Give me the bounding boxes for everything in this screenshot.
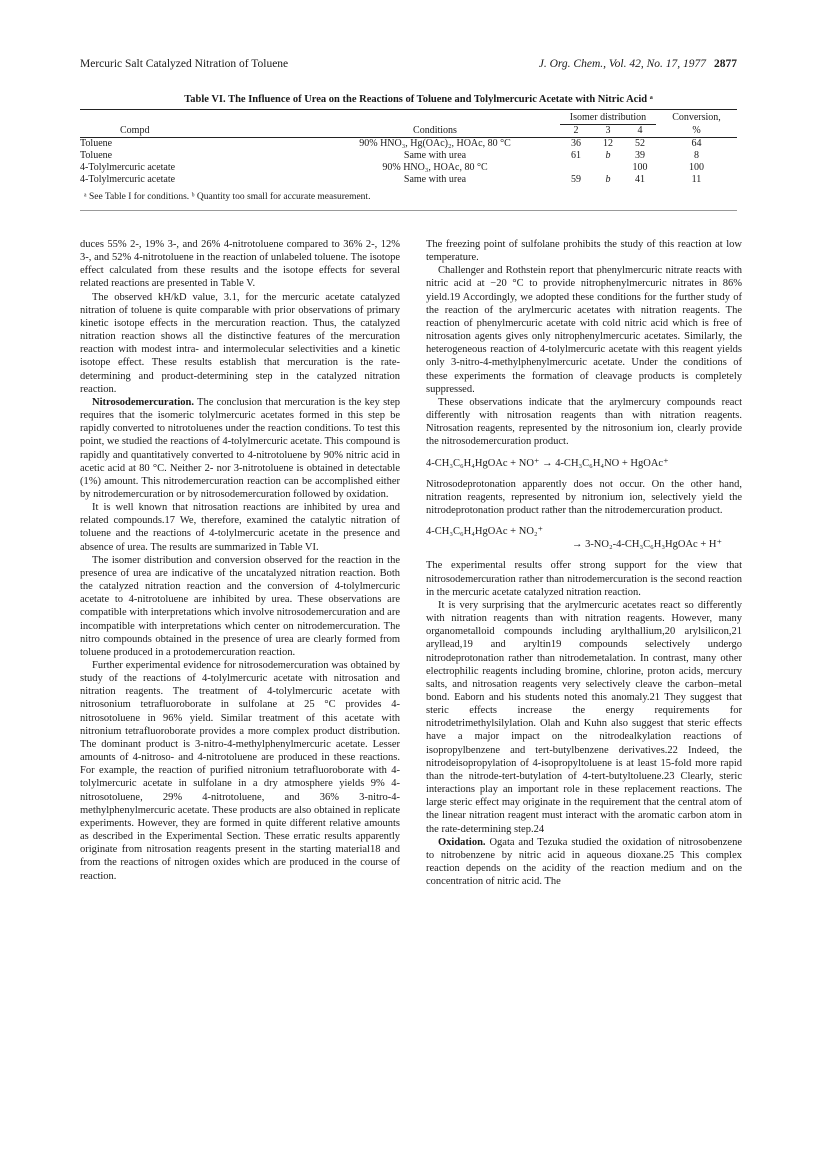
table-footnote: ᵃ See Table I for conditions. ᵇ Quantity too small for accurate measurement. xyxy=(84,192,371,202)
paragraph: Nitrosodeprotonation apparently does not occur. On the other hand, nitration reagents, represented by nitronium ion, selectively yield the nitrodeprotonation product rather than the nitrodemercuration product. xyxy=(426,478,742,516)
table-title: Table VI. The Influence of Urea on the Reactions of Toluene and Tolylmercuric Acetate with Nitric Acid ᵃ xyxy=(184,94,653,105)
cell-compd: 4-Tolylmercuric acetate xyxy=(80,174,176,185)
paragraph-text: The conclusion that mercuration is the key step requires that the isomeric tolylmercuric acetates formed in this step be rapidly converted to nitrotoluenes under the reaction conditions. To test this point, we studied the reactions of 4-tolylmercuric acetate. This compound is rapidly and quantitatively converted to 4-nitrotoluene by 90% nitric acid in acetic acid at 80 °C. Neither 2- nor 3-nitrotoluene is obtained in detectable (1%) amount. This nitrodemercuration reaction can be accomplished either by nitrodemercuration or by nitrosodemercuration followed by oxidation. xyxy=(80,396,400,500)
cell-compd: 4-Tolylmercuric acetate xyxy=(80,162,176,173)
table-top-rule xyxy=(80,109,737,110)
paragraph: The experimental results offer strong support for the view that nitrosodemercuration rather than nitrodemercuration is the second reaction in the mercuric acetate catalyzed nitration reaction. xyxy=(426,560,742,598)
table-data xyxy=(80,112,737,186)
cell-conversion: 11 xyxy=(691,174,702,185)
cell-conditions: 90% HNO₃, Hg(OAc)₂, HOAc, 80 °C xyxy=(359,138,511,149)
cell-conditions: Same with urea xyxy=(403,150,467,161)
header-isomer-3: 3 xyxy=(592,125,624,138)
header-isomer-4: 4 xyxy=(624,125,656,138)
paragraph: These observations indicate that the arylmercury compounds react differently with nitrosation reagents than with nitration reagents. Nitrosation reagents, represented by the nitrosonium ion, clearly provide the nitrosodemercuration product. xyxy=(426,396,742,448)
paragraph: Further experimental evidence for nitrosodemercuration was obtained by study of the reactions of 4-tolylmercuric acetate with nitrosation and nitration reagents. The treatment of 4-tolylmercuric acetate with nitrosonium tetrafluoroborate in sulfolane at 25 °C provides 4-nitrosotoluene in 96% yield. Similar treatment of this acetate with nitronium tetrafluoroborate provides a more complex product distribution. The dominant product is 3-nitro-4-methylphenylmercuric acetate. Lesser amounts of 4-nitroso- and 4-nitrotoluene are produced in these reactions. For example, the reaction of purified nitronium tetrafluoroborate with 4-tolylmercuric acetate in sulfolane in a dry atmosphere yields 9% 4-nitrosotoluene, 29% 4-nitrotoluene, and 36% 3-nitro-4-methylphenylmercuric acetate. These products are also obtained in replicate experiments. However, they are formed in quite different relative amounts as described in the Experimental Section. These erratic results apparently originate from nitrosation reagents present in the starting material18 and from the reactions of nitrogen oxides which are produced in the course of reaction. xyxy=(80,660,400,882)
cell-conversion: 100 xyxy=(689,162,704,173)
section-heading-oxidation: Oxidation. xyxy=(438,836,486,848)
paragraph xyxy=(426,836,742,889)
table-row xyxy=(80,150,737,162)
cell-conversion: 64 xyxy=(691,138,702,149)
cell-isomer-2: 36 xyxy=(571,138,581,149)
journal-citation: J. Org. Chem., Vol. 42, No. 17, 1977 xyxy=(538,58,706,70)
header-conversion: Conversion, xyxy=(672,112,721,124)
table-bottom-rule xyxy=(80,210,737,211)
left-text-column xyxy=(80,238,400,883)
cell-compd: Toluene xyxy=(80,138,113,149)
table-header-row-1 xyxy=(80,112,737,125)
equation-nitrosation: 4-CH₃C₆H₄HgOAc + NO⁺ → 4-CH₃C₆H₄NO + HgOAc⁺ xyxy=(426,457,669,469)
paragraph-text: Ogata and Tezuka studied the oxidation of nitrosobenzene to nitrobenzene by nitric acid in aqueous dioxane.25 This complex reaction depends on the acidity of the reaction medium and on the concentration of nitric acid. The xyxy=(426,836,742,888)
paragraph xyxy=(80,396,400,501)
cell-isomer-3: b xyxy=(605,174,611,185)
cell-conversion: 8 xyxy=(694,150,699,161)
cell-isomer-4: 39 xyxy=(635,150,645,161)
section-heading-nitrosodemercuration: Nitrosodemercuration. xyxy=(92,396,194,408)
header-conversion-unit: % xyxy=(656,125,737,138)
page-number: 2877 xyxy=(714,58,737,70)
running-head xyxy=(80,58,737,74)
header-compd: Compd xyxy=(80,125,310,138)
cell-isomer-3: 12 xyxy=(603,138,613,149)
cell-isomer-4: 52 xyxy=(635,138,645,149)
cell-isomer-4: 41 xyxy=(635,174,645,185)
table-row xyxy=(80,138,737,151)
paragraph: The freezing point of sulfolane prohibits the study of this reaction at low temperature. xyxy=(426,239,742,264)
cell-isomer-2 xyxy=(560,162,592,174)
cell-isomer-2: 61 xyxy=(571,150,581,161)
running-head-title: Mercuric Salt Catalyzed Nitration of Toluene xyxy=(80,58,289,70)
paragraph: The observed kH/kD value, 3.1, for the mercuric acetate catalyzed nitration of toluene is quite comparable with prior observations of primary kinetic isotope effects in the mercuration reaction. Thus, the catalyzed nitration reaction shows all the distinctive features of the mercuration reaction with modest intra- and intermolecular selectivities and a kinetic isotope effect. These results establish that mercuration is the rate-determining and product-determining step in the catalyzed nitration reaction. xyxy=(80,291,400,395)
paragraph: The isomer distribution and conversion observed for the reaction in the presence of urea are indicative of the uncatalyzed nitration reaction. Both the catalyzed nitration reaction and the conversion of 4-tolylmercuric acetate to 4-nitrotoluene are inhibited by urea. These observations are compatible with interpretations which involve nitrosodemercuration and are incompatible with interpretations which center on nitrodemercuration. The nitro compounds obtained in the presence of urea are clearly formed from toluene produced in a protodemercuration reaction. xyxy=(80,554,400,658)
paragraph: duces 55% 2-, 19% 3-, and 26% 4-nitrotoluene compared to 36% 2-, 12% 3-, and 52% 4-nitrotoluene in the reaction of unlabeled toluene. The isotope effect calculated from these results and the isotope effects for several related reactions are presented in Table V. xyxy=(80,239,400,290)
table-vi xyxy=(80,94,737,211)
equation-line-2: → 3-NO₂-4-CH₃C₆H₃HgOAc + H⁺ xyxy=(571,539,722,551)
paragraph: Challenger and Rothstein report that phenylmercuric nitrate reacts with nitric acid at −20 °C to provide nitrophenylmercuric nitrates in 86% yield.19 Accordingly, we adopted these conditions for the further study of the reaction of the arylmercuric acetates with nitration reagents. The reaction of phenylmercuric acetate with cold nitric acid which is free of nitrosation agents gives only nitrophenylmercuric acetates. Similarly, the heterogeneous reaction of 4-tolylmercuric acetate with this reagent yields only 3-nitro-4-methylphenylmercuric acetate. Under the conditions of these experiments the formation of cleavage products is completely suppressed. xyxy=(426,265,742,395)
header-isomer-distribution: Isomer distribution xyxy=(560,112,656,125)
cell-conditions: 90% HNO₃, HOAc, 80 °C xyxy=(382,162,488,173)
cell-isomer-3 xyxy=(592,162,624,174)
table-row xyxy=(80,162,737,174)
paragraph: It is well known that nitrosation reactions are inhibited by urea and related compounds.17 We, therefore, examined the catalytic nitration of toluene and the reactions of 4-tolylmercuric acetate in the presence and absence of urea. The results are summarized in Table VI. xyxy=(80,502,400,553)
header-isomer-2: 2 xyxy=(560,125,592,138)
table-row xyxy=(80,174,737,186)
cell-conditions: Same with urea xyxy=(403,174,467,185)
cell-isomer-4: 100 xyxy=(632,162,648,173)
equation-line-1: 4-CH₃C₆H₄HgOAc + NO₂⁺ xyxy=(426,526,544,538)
right-text-column xyxy=(426,238,742,888)
table-header-row-2 xyxy=(80,125,737,138)
equation-nitration xyxy=(426,525,742,551)
paragraph: It is very surprising that the arylmercuric acetates react so differently with nitration reagents than with nitration reagents. However, many organometalloid compounds including arylthallium,20 arylsilicon,21 aryllead,19 and aryltin19 compounds selectively undergo nitrodeprotonation rather than nitrodemetalation. In contrast, many other electrophilic reagents including bromine, chlorine, proton acids, mercury salts, and nitrosation reagents very selectively cleave the carbon–metal bond. Eaborn and his students noted this anomaly.21 They suggest that steric effects increase the energy requirements for nitrodetrimethylsilylation. Olah and Kuhn also suggest that steric effects have a major impact on the nitrodealkylation reactions of isopropylbenzene and tert-butylbenzene derivatives.22 Indeed, the nitrodeisopropylation of 4-isopropyltoluene is at least 15-fold more rapid than the nitrode-tert-butylation of 4-tert-butyltoluene.23 Clearly, steric interactions play an important role in these replacement reactions. The large steric effect may originate in the requirement that the central atom of the linear nitration reagent must interact with the aromatic carbon atom in the rate-determining step.24 xyxy=(426,599,742,835)
header-conditions: Conditions xyxy=(310,125,560,138)
cell-isomer-2: 59 xyxy=(571,174,581,185)
cell-isomer-3: b xyxy=(605,150,611,161)
cell-compd: Toluene xyxy=(80,150,113,161)
running-head-journal xyxy=(539,58,737,70)
